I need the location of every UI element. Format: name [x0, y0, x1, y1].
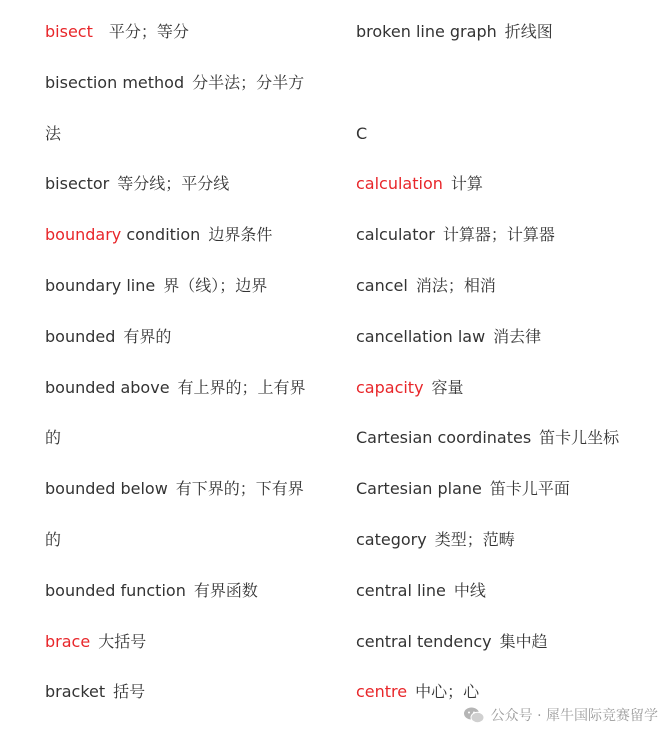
glossary-term: central tendency	[356, 631, 492, 651]
glossary-translation: 界（线）；边界	[163, 276, 268, 295]
glossary-entry	[356, 22, 553, 42]
glossary-term: broken line graph	[356, 22, 497, 41]
glossary-entry	[356, 378, 464, 398]
glossary-term: bisection method	[45, 72, 185, 92]
glossary-entry	[45, 530, 61, 550]
glossary-entry	[45, 276, 267, 296]
glossary-translation: 容量	[431, 377, 464, 397]
glossary-entry	[356, 581, 486, 601]
glossary-translation: 有上界的；上有界	[177, 377, 306, 397]
glossary-term: bracket	[45, 682, 106, 702]
glossary-translation: 有界函数	[193, 580, 258, 600]
glossary-entry	[45, 479, 304, 499]
glossary-term: bounded function	[45, 580, 186, 600]
glossary-entry	[356, 124, 367, 144]
glossary-term: calculation	[356, 174, 443, 194]
glossary-translation: 笛卡儿平面	[489, 479, 570, 499]
glossary-entry	[45, 22, 189, 42]
glossary-term: category	[356, 530, 427, 549]
glossary-term: bounded below	[45, 479, 168, 499]
glossary-translation: 计算	[450, 174, 483, 194]
glossary-translation: 类型；范畴	[434, 530, 515, 549]
wechat-icon	[463, 706, 485, 724]
glossary-translation: 大括号	[98, 631, 147, 651]
glossary-term: bounded	[45, 326, 116, 346]
glossary-entry	[45, 682, 145, 702]
glossary-translation: 分半法；分半方	[192, 72, 305, 92]
glossary-entry	[356, 530, 515, 550]
glossary-term: central line	[356, 580, 446, 600]
glossary-translation: 消去律	[493, 326, 542, 346]
glossary-entry	[45, 581, 258, 601]
glossary-term: cancellation law	[356, 326, 486, 346]
glossary-translation: 消法；相消	[415, 276, 496, 295]
glossary-translation: 平分；等分	[108, 22, 189, 41]
glossary-translation: 有界的	[123, 326, 172, 346]
glossary-term: boundary line	[45, 276, 156, 295]
glossary-term: bisect	[45, 22, 93, 41]
glossary-entry	[45, 327, 171, 347]
glossary-term: capacity	[356, 377, 424, 397]
glossary-entry	[356, 682, 479, 702]
glossary-entry	[356, 174, 483, 194]
glossary-entry	[45, 378, 306, 398]
glossary-entry	[356, 276, 496, 296]
glossary-entry	[45, 428, 61, 448]
glossary-translation: 集中趋	[499, 631, 548, 651]
glossary-translation: 中心；心	[415, 682, 480, 702]
glossary-entry	[356, 632, 548, 652]
glossary-translation: 折线图	[504, 22, 553, 41]
glossary-translation: 边界条件	[208, 225, 273, 245]
glossary-translation: 等分线；平分线	[117, 174, 230, 194]
glossary-entry	[45, 225, 272, 245]
glossary-term: brace	[45, 631, 91, 651]
glossary-translation: 计算器；计算器	[442, 225, 555, 245]
glossary-entry	[45, 73, 304, 93]
glossary-translation: 中线	[453, 580, 486, 600]
watermark-text: 公众号 · 犀牛国际竞赛留学	[490, 708, 658, 724]
glossary-entry	[45, 632, 146, 652]
glossary-entry	[356, 428, 619, 448]
glossary-term: Cartesian coordinates	[356, 428, 532, 448]
glossary-translation: 的	[45, 530, 62, 549]
glossary-term: bounded above	[45, 377, 170, 397]
glossary-translation: 法	[45, 123, 62, 143]
glossary-translation: 括号	[113, 682, 146, 702]
glossary-entry	[45, 124, 61, 144]
glossary-term-continuation: condition	[126, 225, 201, 245]
glossary-translation: 的	[45, 428, 62, 448]
glossary-translation: 笛卡儿坐标	[539, 428, 620, 448]
watermark	[463, 701, 658, 729]
glossary-translation: 有下界的；下有界	[175, 479, 304, 499]
glossary-term: centre	[356, 682, 408, 702]
glossary-entry	[356, 327, 541, 347]
glossary-term: Cartesian plane	[356, 479, 482, 499]
glossary-term: boundary	[45, 225, 122, 245]
glossary-entry	[45, 174, 229, 194]
glossary-term: calculator	[356, 225, 435, 245]
glossary-term: C	[356, 123, 368, 143]
glossary-entry	[356, 479, 570, 499]
glossary-term: cancel	[356, 276, 408, 295]
glossary-term: bisector	[45, 174, 110, 194]
glossary-entry	[356, 225, 555, 245]
